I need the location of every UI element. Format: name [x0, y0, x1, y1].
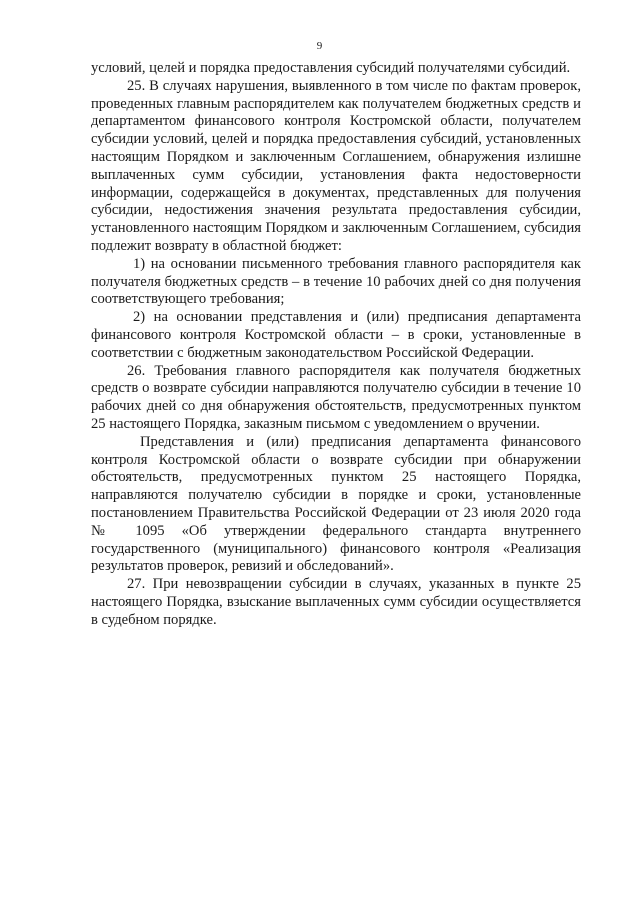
paragraph-continuation: условий, целей и порядка предоставления субсидий получателями субсидий.: [91, 60, 571, 76]
document-body: [91, 60, 581, 630]
paragraph-item-27: 27. При невозвращении субсидии в случаях, указанных в пункте 25 настоящего Порядка, взыскание выплаченных сумм субсидии осуществляется в судебном порядке.: [91, 576, 581, 628]
paragraph-item-25: 25. В случаях нарушения, выявленного в том числе по фактам проверок, проведенных главным распорядителем как получателем бюджетных средств и департаментом финансового контроля Костромской области, получателем субсидии условий, целей и порядка предоставления субсидий, установленных настоящим Порядком и заключенным Соглашением, обнаружения излишне выплаченных сумм субсидии, установления факта недостоверности информации, содержащейся в документах, представленных для получения субсидии, недостижения значения результата предоставления субсидии, установленного настоящим Порядком и заключенным Соглашением, субсидия подлежит возврату в областной бюджет:: [91, 77, 581, 254]
paragraph-subitem-2: 2) на основании представления и (или) предписания департамента финансового контроля Костромской области – в сроки, установленные в соответствии с бюджетным законодательством Российской Федерации.: [91, 309, 581, 361]
paragraph-item-26: 26. Требования главного распорядителя как получателя бюджетных средств о возврате субсидии направляются получателю субсидии в течение 10 рабочих дней со дня обнаружения обстоятельств, предусмотренных пунктом 25 настоящего Порядка, заказным письмом с уведомлением о вручении.: [91, 362, 581, 432]
paragraph-item-26-second: Представления и (или) предписания департамента финансового контроля Костромской области о возврате субсидии при обнаружении обстоятельств, предусмотренных пунктом 25 настоящего Порядка, направляются получателю субсидии в порядке и сроки, установленные постановлением Правительства Российской Федерации от 23 июля 2020 года № 1095 «Об утверждении федерального стандарта внутреннего государственного (муниципального) финансового контроля «Реализация результатов проверок, ревизий и обследований».: [91, 433, 581, 575]
paragraph-subitem-1: 1) на основании письменного требования главного распорядителя как получателя бюджетных средств – в течение 10 рабочих дней со дня получения соответствующего требования;: [91, 255, 581, 308]
page-number: 9: [316, 40, 323, 52]
